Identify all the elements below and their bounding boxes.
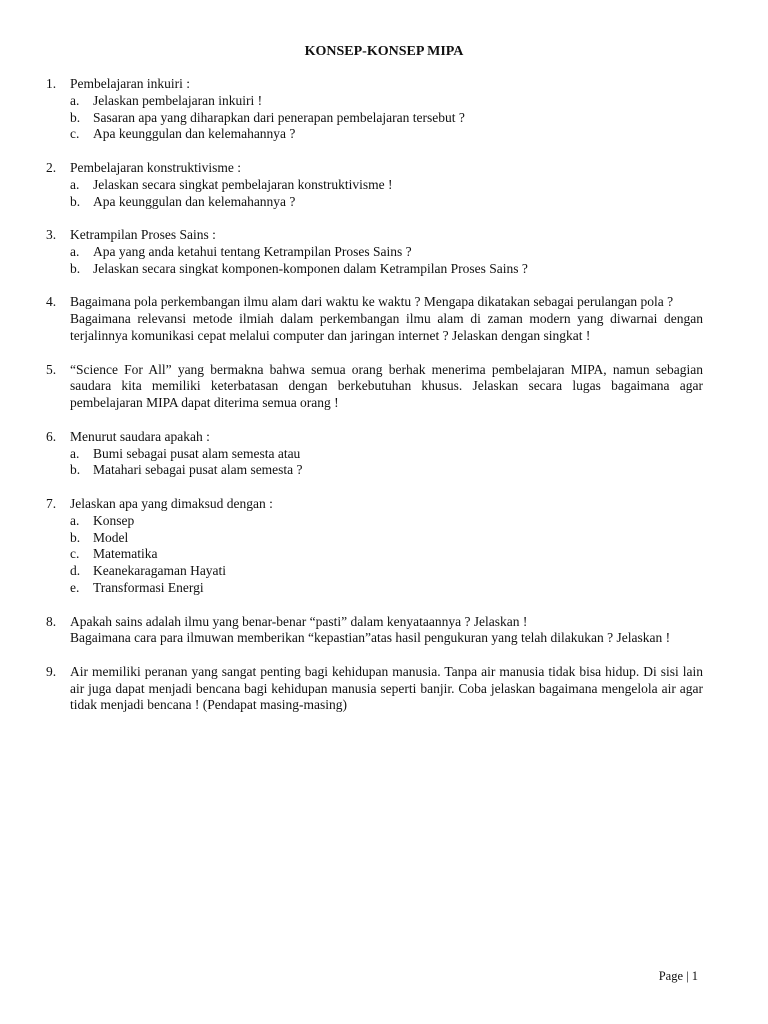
sub-question-letter: b. [70, 260, 81, 276]
question-text: Bagaimana relevansi metode ilmiah dalam perkembangan ilmu alam di zaman modern yang diwarnai dengan terjalinnya komunikasi cepat melalui computer dan jaringan internet ? Jelaskan dengan singkat ! [70, 311, 703, 343]
question-list [0, 76, 768, 731]
sub-question [70, 244, 703, 261]
sub-question-text: Transformasi Energi [93, 579, 204, 595]
question-text: Menurut saudara apakah : [70, 428, 210, 444]
sub-question [70, 110, 703, 127]
question-text: Pembelajaran inkuiri : [70, 76, 190, 91]
question-number: 1. [46, 76, 57, 91]
sub-question [70, 462, 703, 479]
question-text: Pembelajaran konstruktivisme : [70, 159, 241, 175]
sub-question-text: Jelaskan pembelajaran inkuiri ! [93, 92, 263, 108]
sub-question [70, 530, 703, 547]
question-item [46, 227, 703, 277]
sub-question-letter: a. [70, 512, 80, 528]
sub-question-letter: b. [70, 529, 81, 545]
question-text: Apakah sains adalah ilmu yang benar-benar “pasti” dalam kenyataannya ? Jelaskan ! [70, 613, 528, 629]
question-number: 9. [46, 663, 57, 679]
sub-question-text: Apa keunggulan dan kelemahannya ? [93, 126, 296, 142]
question-number: 2. [46, 159, 57, 175]
sub-question-text: Jelaskan secara singkat pembelajaran konstruktivisme ! [93, 176, 393, 192]
sub-question [70, 546, 703, 563]
question-item [46, 428, 703, 479]
sub-question [70, 93, 703, 110]
sub-question-text: Model [93, 529, 129, 545]
sub-question [70, 177, 703, 194]
question-text: “Science For All” yang bermakna bahwa semua orang berhak menerima pembelajaran MIPA, namun sebagian saudara kita memiliki keterbatasan dengan berkebutuhan khusus. Jelaskan secara lugas bagaimana agar pembelajaran MIPA dapat diterima semua orang ! [70, 361, 703, 411]
question-number: 6. [46, 428, 57, 444]
sub-question-letter: c. [70, 126, 80, 142]
question-number: 8. [46, 613, 57, 629]
sub-question [70, 580, 703, 597]
page-title: KONSEP-KONSEP MIPA [304, 44, 464, 59]
sub-question-letter: e. [70, 579, 80, 595]
sub-question-letter: c. [70, 546, 80, 562]
sub-question-letter: a. [70, 176, 80, 192]
question-text: Air memiliki peranan yang sangat penting bagi kehidupan manusia. Tanpa air manusia tidak bisa hidup. Di sisi lain air juga dapat menjadi bencana bagi kehidupan manusia seperti banjir. Coba jelaskan bagaimana mengelola air agar tidak menjadi bencana ! (Pendapat masing-masing) [70, 663, 703, 713]
sub-question-text: Sasaran apa yang diharapkan dari penerapan pembelajaran tersebut ? [93, 109, 465, 125]
sub-question-text: Apa keunggulan dan kelemahannya ? [93, 193, 296, 209]
sub-question-text: Bumi sebagai pusat alam semesta atau [93, 445, 301, 461]
question-text: Jelaskan apa yang dimaksud dengan : [70, 495, 273, 511]
question-item [46, 613, 703, 648]
question-number: 5. [46, 361, 57, 377]
sub-question [70, 446, 703, 463]
question-item [46, 663, 703, 714]
sub-question-letter: b. [70, 462, 81, 478]
sub-question-text: Matahari sebagai pusat alam semesta ? [93, 462, 303, 478]
sub-question-letter: d. [70, 563, 81, 579]
question-item [46, 159, 703, 210]
sub-question [70, 513, 703, 530]
sub-question-letter: a. [70, 243, 80, 259]
sub-question [70, 126, 703, 143]
sub-question-text: Konsep [93, 512, 135, 528]
question-item [46, 361, 703, 412]
sub-question-letter: b. [70, 193, 81, 209]
question-number: 3. [46, 227, 57, 243]
sub-question-text: Apa yang anda ketahui tentang Ketrampilan Proses Sains ? [93, 243, 412, 259]
question-text: Ketrampilan Proses Sains : [70, 227, 216, 243]
question-number: 4. [46, 294, 57, 310]
sub-question-text: Keanekaragaman Hayati [93, 563, 227, 579]
question-item [46, 294, 703, 344]
sub-question [70, 261, 703, 278]
sub-question-text: Matematika [93, 546, 158, 562]
question-number: 7. [46, 495, 57, 511]
sub-question [70, 563, 703, 580]
question-text: Bagaimana cara para ilmuwan memberikan “kepastian”atas hasil pengukuran yang telah dilakukan ? Jelaskan ! [70, 630, 671, 646]
page-number: Page | 1 [658, 969, 698, 983]
sub-question [70, 194, 703, 211]
question-item [46, 76, 703, 143]
sub-question-letter: a. [70, 445, 80, 461]
question-text: Bagaimana pola perkembangan ilmu alam dari waktu ke waktu ? Mengapa dikatakan sebagai perulangan pola ? [70, 294, 674, 310]
sub-question-text: Jelaskan secara singkat komponen-komponen dalam Ketrampilan Proses Sains ? [93, 260, 528, 276]
sub-question-letter: b. [70, 109, 81, 125]
sub-question-letter: a. [70, 92, 80, 108]
question-item [46, 495, 703, 597]
